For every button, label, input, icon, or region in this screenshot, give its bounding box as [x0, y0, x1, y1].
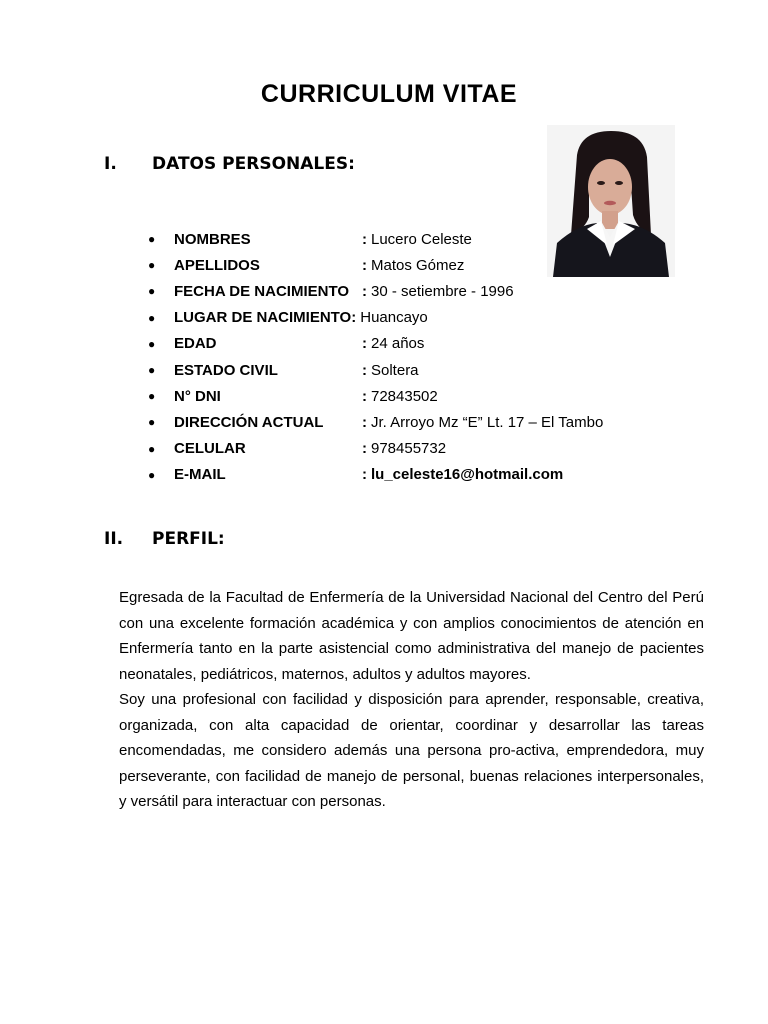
- field-value: Matos Gómez: [371, 256, 465, 274]
- field-value: Jr. Arroyo Mz “E” Lt. 17 – El Tambo: [371, 413, 604, 431]
- field-label: EDAD: [174, 335, 217, 353]
- field-colon: :: [362, 440, 367, 458]
- bullet-icon: ●: [148, 363, 156, 378]
- email-value: lu_celeste16@hotmail.com: [371, 466, 564, 484]
- bullet-icon: ●: [148, 441, 156, 456]
- bullet-icon: ●: [148, 415, 156, 430]
- bullet-icon: ●: [148, 310, 156, 325]
- list-item: [148, 357, 603, 383]
- field-value: 30 - setiembre - 1996: [371, 282, 514, 300]
- field-colon: :: [362, 282, 367, 300]
- field-value: Soltera: [371, 361, 419, 379]
- section-number: II.: [104, 529, 124, 549]
- field-colon: :: [362, 230, 367, 248]
- list-item: [148, 462, 603, 488]
- field-colon: :: [362, 466, 367, 484]
- field-label: ESTADO CIVIL: [174, 361, 278, 379]
- bullet-icon: ●: [148, 284, 156, 299]
- list-item: [148, 436, 603, 462]
- field-value: 978455732: [371, 440, 447, 458]
- field-colon: :: [362, 387, 367, 405]
- section-heading-datos: [104, 154, 355, 174]
- personal-data-list: [148, 226, 603, 488]
- field-colon: :: [362, 413, 367, 431]
- section-number: I.: [104, 154, 117, 174]
- field-value: Huancayo: [360, 309, 428, 327]
- bullet-icon: ●: [148, 389, 156, 404]
- section-title: PERFIL:: [152, 529, 225, 549]
- list-item: [148, 331, 603, 357]
- field-value: 24 años: [371, 335, 425, 353]
- profile-paragraph: Egresada de la Facultad de Enfermería de la Universidad Nacional del Centro del Perú con una excelente formación académica y con amplios conocimientos de atención en Enfermería tanto en la parte asistencial como administrativa del manejo de pacientes neonatales, pediátricos, maternos, adultos y adultos mayores.: [119, 589, 704, 683]
- field-label: NOMBRES: [174, 230, 251, 248]
- field-label: E-MAIL: [174, 466, 226, 484]
- profile-text: [119, 585, 704, 815]
- bullet-icon: ●: [148, 336, 156, 351]
- list-item: [148, 278, 603, 304]
- list-item: [148, 252, 603, 278]
- field-label: N° DNI: [174, 387, 221, 405]
- field-value: Lucero Celeste: [371, 230, 472, 248]
- list-item: [148, 383, 603, 409]
- field-label: APELLIDOS: [174, 256, 260, 274]
- section-title: DATOS PERSONALES:: [152, 154, 355, 174]
- bullet-icon: ●: [148, 467, 156, 482]
- field-colon: :: [362, 361, 367, 379]
- list-item: [148, 226, 603, 252]
- list-item: [148, 305, 603, 331]
- profile-paragraph: Soy una profesional con facilidad y disposición para aprender, responsable, creativa, organizada, con alta capacidad de orientar, coordinar y desarrollar las tareas encomendadas, me considero además una persona pro-activa, emprendedora, muy perseverante, con facilidad de manejo de personal, buenas relaciones interpersonales, y versátil para interactuar con personas.: [119, 691, 704, 810]
- field-label: LUGAR DE NACIMIENTO:: [174, 309, 357, 327]
- document-title: CURRICULUM VITAE: [260, 80, 518, 108]
- field-label: DIRECCIÓN ACTUAL: [174, 413, 324, 431]
- field-label: FECHA DE NACIMIENTO: [174, 282, 350, 300]
- section-heading-perfil: [104, 529, 225, 549]
- field-colon: :: [362, 335, 367, 353]
- bullet-icon: ●: [148, 232, 156, 247]
- field-value: 72843502: [371, 387, 438, 405]
- list-item: [148, 409, 603, 435]
- bullet-icon: ●: [148, 258, 156, 273]
- field-colon: :: [362, 256, 367, 274]
- field-label: CELULAR: [174, 440, 246, 458]
